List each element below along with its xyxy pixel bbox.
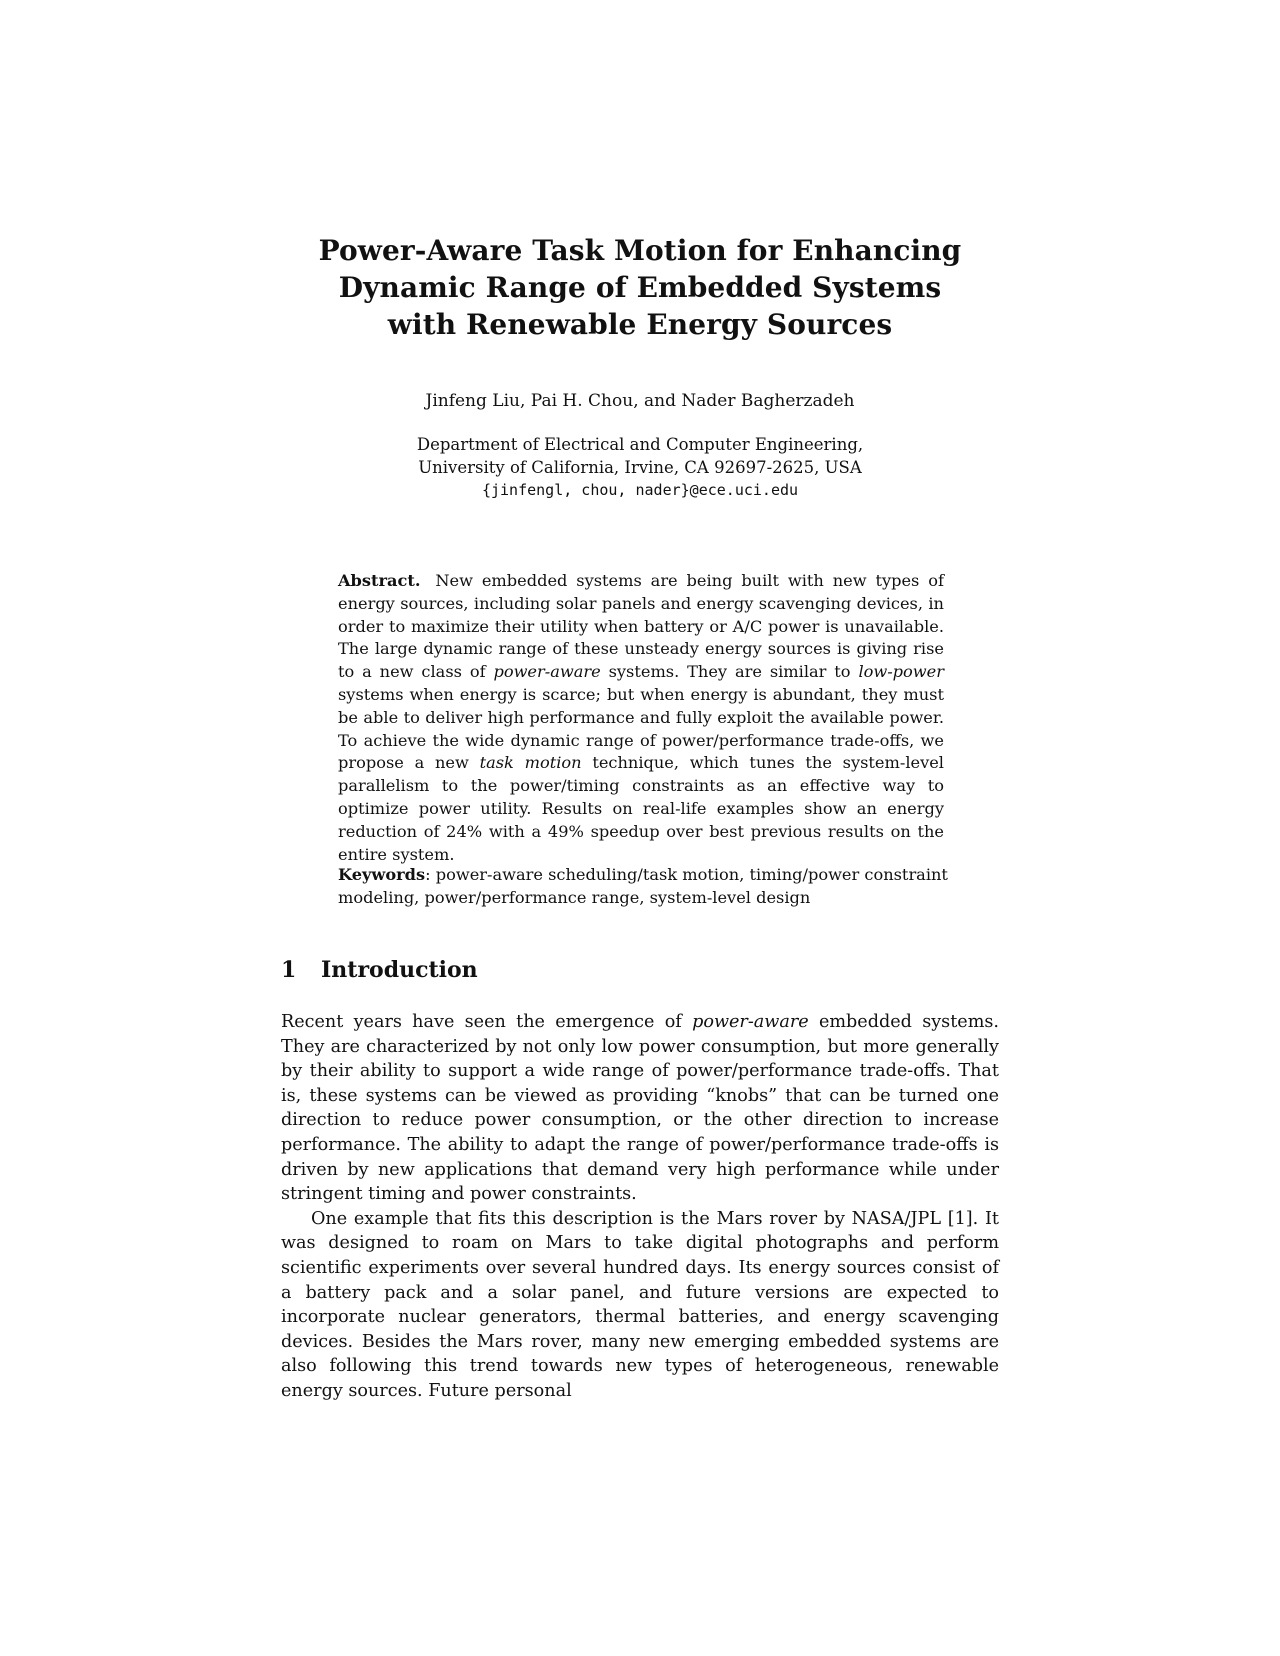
paragraph-text: Recent years have seen the emergence of (281, 1012, 682, 1032)
affiliation-block (240, 434, 1040, 502)
paragraph: One example that fits this description is the Mars rover by NASA/JPL [1]. It was designed to roam on Mars to take digital photographs and perform scientific experiments over several hundred days. Its energy sources consist of a battery pack and a solar panel, and future versions are expected to incorporate nuclear generators, thermal batteries, and energy scavenging devices. Besides the Mars rover, many new emerging embedded systems are also following this trend towards new types of heterogeneous, renewable energy sources. Future personal (281, 1208, 999, 1401)
abstract-text: technique, which tunes the system-level parallelism to the power/timing constraints as an effective way to optimize power utility. Results on real-life examples show an energy reduction of 24% with a 49% speedup over best previous results on the entire system. (338, 753, 944, 864)
abstract-label: Abstract. (338, 571, 421, 590)
abstract-term: task motion (479, 753, 582, 773)
affiliation-line: University of California, Irvine, CA 92697-2625, USA (418, 457, 862, 477)
paragraph (281, 1010, 999, 1207)
paper-title (240, 232, 1040, 343)
keywords (338, 864, 958, 910)
abstract (338, 570, 944, 866)
keywords-label: Keywords (338, 865, 426, 884)
abstract-text: systems. They are similar to (608, 662, 851, 682)
section-heading (281, 956, 478, 984)
abstract-text: New embedded systems are being built with new types of energy sources, including solar panels and energy scavenging devices, in order to maximize their utility when battery or A/C power is unavailable. The large dynamic range of these unsteady energy sources is giving rise to a new class of (338, 571, 944, 682)
affiliation-line: Department of Electrical and Computer Engineering, (416, 435, 864, 454)
paragraph-term: power-aware (692, 1012, 809, 1032)
abstract-term: power-aware (493, 662, 601, 682)
keywords-text: : power-aware scheduling/task motion, timing/power constraint modeling, power/performance range, system-level design (338, 865, 948, 907)
abstract-term: low-power (858, 662, 944, 682)
section-number: 1 (281, 957, 297, 983)
introduction-body (281, 1010, 999, 1404)
title-line: Power-Aware Task Motion for Enhancing (318, 234, 962, 267)
paragraph-text: embedded systems. They are characterized by not only low power consumption, but more generally by their ability to support a wide range of power/performance trade-offs. That is, these systems can be viewed as providing “knobs” that can be turned one direction to reduce power consumption, or the other direction to increase performance. The ability to adapt the range of power/performance trade-offs is driven by new applications that demand very high performance while under stringent timing and power constraints. (281, 1012, 999, 1205)
author-list: Jinfeng Liu, Pai H. Chou, and Nader Bagherzadeh (425, 391, 855, 411)
abstract-text: systems when energy is scarce; but when energy is abundant, they must be able to deliver high performance and fully exploit the available power. To achieve the wide dynamic range of power/performance trade-offs, we propose a new (338, 684, 944, 773)
section-title: Introduction (321, 957, 478, 983)
title-line: with Renewable Energy Sources (387, 308, 893, 341)
author-emails: {jinfengl, chou, nader}@ece.uci.edu (481, 481, 799, 499)
title-line: Dynamic Range of Embedded Systems (338, 271, 942, 304)
